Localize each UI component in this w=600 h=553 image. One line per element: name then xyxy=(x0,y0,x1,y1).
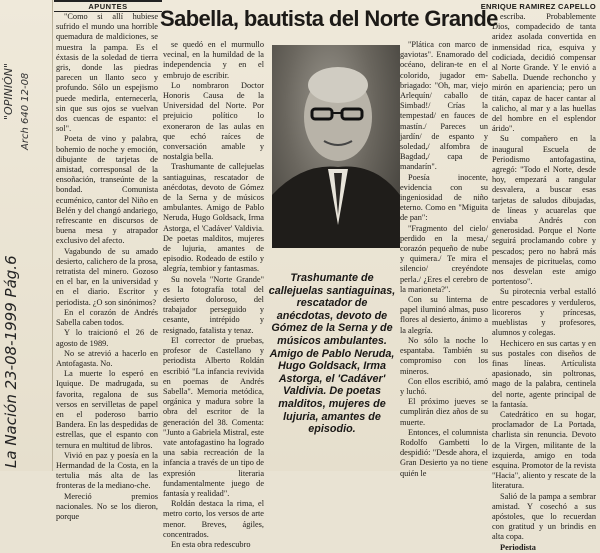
paragraph: El próximo jueves se cumplirán diez años de su muerte. xyxy=(400,397,488,427)
paragraph: Catedrático en su hogar, proclamador de La Portada, charlista sin renuncia. Devoto de la Virgen, militante de la izquierda, amigo en toda esquina. Promotor de la revista "Hacia", aliento y rescate de la literatura. xyxy=(492,409,596,491)
text-column-2 xyxy=(163,40,264,549)
paragraph: Con su linterna de papel iluminó almas, puso flores al desierto, ánimo a la alegría. xyxy=(400,295,488,335)
paragraph: Su novela "Norte Grande" es la fotografía total del desierto doloroso, del trabajador perseguido y cesante, intrépido y resignado, fatalista y tenaz. xyxy=(163,274,264,335)
author-byline: ENRIQUE RAMIREZ CAPELLO xyxy=(480,2,596,11)
handwritten-archive-note: Arch 640 12-08 xyxy=(20,72,31,150)
paragraph: No sólo la noche lo espantaba. También su compromiso con los mineros. xyxy=(400,335,488,376)
paragraph: Entonces, el columnista Rodolfo Gambetti lo despidió: "Desde ahora, el Gran Desierto ya no tiene quién le xyxy=(400,427,488,478)
paragraph: "Fragmento del cielo/ perdido en la mesa,/ corazón pequeño de nube y quimera./ Te mira el silencio/ creyéndote perla./ ¿Eres el cerebro de la marioneta?". xyxy=(400,223,488,294)
paragraph: "Como si allí hubiese sufrido el mundo una horrible quemadura de maldiciones, se muestra la pampa. Es el éxtasis de la soledad de tierra gris, donde las piedras parecen un llanto seco y profundo. Sólo un espejismo puede medirla, enternecerla, sin que sus ojos se vuelvan dos cuencas de espanto: el sol". xyxy=(56,12,158,134)
paragraph: Su compañero en la inaugural Escuela de Periodismo antofagastina, agregó: "Todo el Norte, desde hoy, empezará a rangular desvalera, a buscar esas tarjetas de saludos dibujadas, de líneas y acuarelas que enviaba Andrés con generosidad. Porque el Norte seguirá proclamando cobre y pescados; pero no habrá más mensajes de picrituelas, como nos desvelan este amigo portentoso". xyxy=(492,134,596,287)
paragraph: Roldán destaca la rima, el metro corto, los versos de arte menor. Breves, ágiles, concentrados. xyxy=(163,499,264,539)
paragraph: Y lo traicionó el 26 de agosto de 1989. xyxy=(56,328,158,348)
paragraph: Lo nombraron Doctor Honoris Causa de la Universidad del Norte. Por prejuicio político lo exoneraron de las aulas en que echó raíces de conversación amable y nostalgia bella. xyxy=(163,80,264,162)
paragraph: Vagabundo de su amado desierto, calichero de la prosa, retratista del minero. Gozoso en el bar, en la universidad y en el diario. Escritor y periodista. ¿O son sinónimos? xyxy=(56,246,158,307)
author-signature: Periodista xyxy=(500,542,536,552)
paragraph: Salió de la pampa a sembrar amistad. Y cosechó a sus apóstoles, que lo recuerdan con gratitud y un brindis en alta copa. xyxy=(492,491,596,542)
photo-caption: Trashumante de callejuelas santiaguinas, rescatador de anécdotas, devoto de Gómez de la Serna y de músicos ambulantes. Amigo de Pablo Neruda, Hugo Goldsack, Irma Astorga, el 'Cadáver' Valdivia. De poetas malditos, mujeres de lujuria, amantes de episodio. xyxy=(268,272,396,436)
paragraph: se quedó en el murmullo vecinal, en la humildad de la independencia y en el embrujo de escribir. xyxy=(163,40,264,80)
handwritten-margin xyxy=(0,0,53,471)
paragraph: Con ellos escribió, amó y luchó. xyxy=(400,376,488,396)
paragraph: La muerte lo esperó en Iquique. De madrugada, su favorita, regalona de sus versos en servilletas de papel en el poderoso barrio Bandera. En las despedidas de estrellas, que el espanto con ternura en multitud de libros. xyxy=(56,369,158,450)
paragraph: En esta obra redescubro xyxy=(171,539,251,549)
section-label: APUNTES xyxy=(54,0,162,12)
article-headline: Sabella, bautista del Norte Grande xyxy=(160,6,498,31)
handwritten-source-note: La Nación 23-08-1999 Pág.6 xyxy=(2,255,20,468)
paragraph: Poesía inocente, evidencia con su ingeniosidad de niño eterno. Como en "Miguita de pan": xyxy=(400,172,488,223)
text-column-3 xyxy=(400,40,488,478)
handwritten-section-note: "OPINIÓN" xyxy=(2,62,15,120)
paragraph: En el corazón de Andrés Sabella caben todos. xyxy=(56,307,158,328)
paragraph: No se atrevió a hacerlo en Antofagasta. No. xyxy=(56,348,158,368)
portrait-illustration xyxy=(272,45,400,248)
portrait-photo xyxy=(272,45,400,248)
paragraph: "Plática con marco de gaviotas". Enamorado del océano, deliran-te en el colorido, jugador em-briagado: "Oh, mar, viejo Arlequín/ caballo de Simbad!/ Crías la tempestad/ en fauces de mastín./ Pareces un jardín/ de espanto y soledad,/ alfombra de Bagdad,/ capa de mandarín". xyxy=(400,40,488,172)
paragraph: El corrector de pruebas, profesor de Castellano y periodista Alberto Roldán escribió "La infancia revivida en poemas de Andrés Sabella". Memoria metódica, orgánica y madura sobre la obra del escritor de la generación del 38. Comenta: "Junto a Gabriela Mistral, este vate antofagastino ha logrado una sabia recreación de la infancia a través de un tipo de expresión literaria fundamentalmente juego de fantasía y realidad". xyxy=(163,335,264,498)
text-column-1 xyxy=(56,12,158,521)
text-column-4 xyxy=(492,12,596,552)
paragraph: Hechicero en sus cartas y en sus postales con diseños de finas líneas. Artículista apasionado, sin poltronas, mago de la palabra, centinela del norte, agente principal de la fantasía. xyxy=(492,338,596,409)
paragraph: Poeta de vino y palabra, bohemio de noche y emoción, dibujante de tarjetas de amistad, corresponsal de la ensoñación, transeúnte de la bondad. Comunista ecuménico, cantor del Niño en Belén y del changó andariego, refrescante en discursos de buena mesa y atrapador exclusivo del afecto. xyxy=(56,134,158,246)
paragraph: Trashumante de callejuelas santiaguinas, rescatador de anécdotas, devoto de Gómez de la Serna y de músicos ambulantes. Amigo de Pablo Neruda, Hugo Goldsack, Irma Astorga, el 'Cadáver' Valdivia. De poetas malditos, mujeres de lujuria, amantes de episodio. Rodeado de estilo y alegría, tembior y fantasmas. xyxy=(163,162,264,274)
paragraph: Vivió en paz y poesía en la Hermandad de la Costa, en la tertulia más alta de las fronteras de la mediano-che. xyxy=(56,450,158,491)
paragraph: escriba. Probablemente Dios, compadecido de tanta aridez asolada convertida en inmensidad rica, esquiva y codiciada, decidió compensar al Norte Grande. Y le envió a Sabella. Duende rechoncho y mirón en apariencia; pero un titán, capaz de hacer cantar al calicho, al mar y a las huellas del hombre en el esplendor árido". xyxy=(492,12,596,134)
paragraph: Su pirotecnia verbal estalló entre pescadores y verduleros, licoreros y príncesas, mueblistas y profesores, alumnos y colegas. xyxy=(492,287,596,338)
paragraph: Mereció premios nacionales. No se los dieron, porque xyxy=(56,491,158,521)
